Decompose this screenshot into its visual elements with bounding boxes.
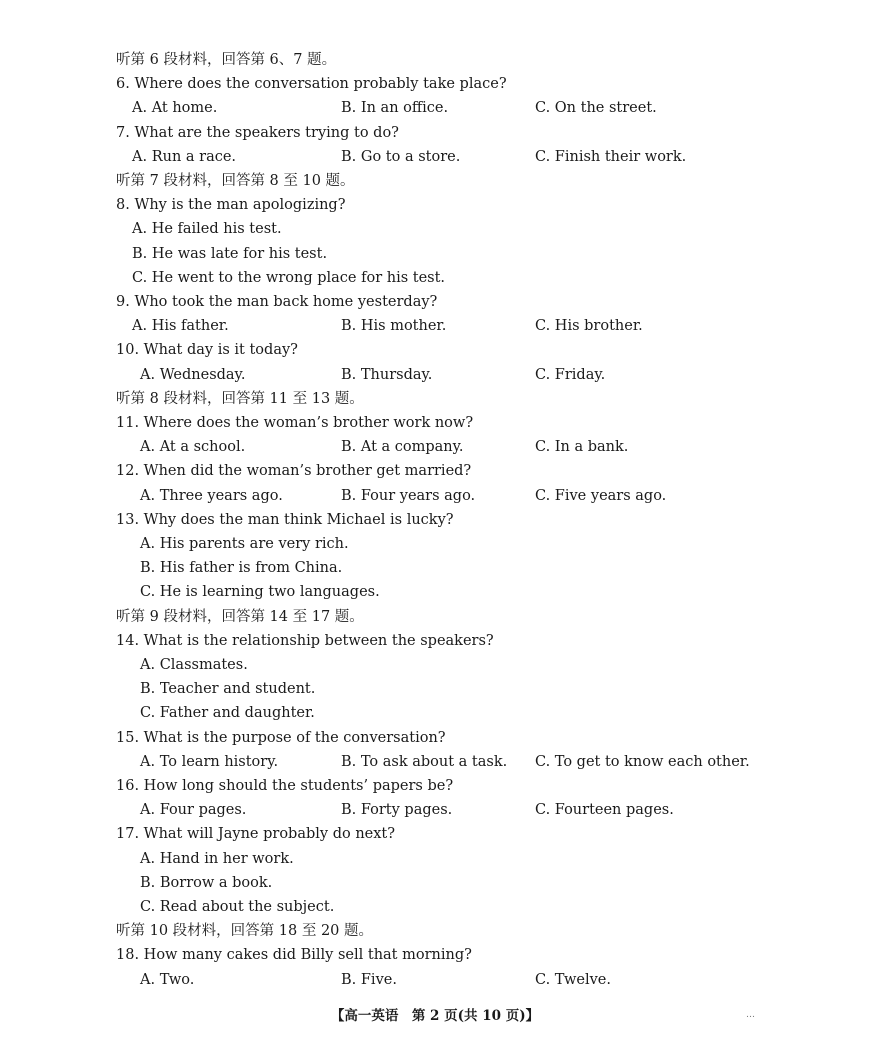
answer-option: B. To ask about a task. — [341, 753, 508, 770]
corner-mark: … — [746, 1010, 755, 1020]
question-text: 6. Where does the conversation probably take place? — [116, 76, 507, 93]
answer-option: C. His brother. — [535, 318, 643, 335]
question-text: 13. Why does the man think Michael is lucky? — [116, 511, 454, 528]
answer-option: C. Fourteen pages. — [535, 802, 674, 819]
question-text: 17. What will Jayne probably do next? — [116, 826, 396, 843]
answer-option: A. Hand in her work. — [140, 850, 294, 867]
answer-option: A. His father. — [132, 318, 229, 335]
answer-option: A. At a school. — [140, 439, 246, 456]
answer-option: B. Five. — [341, 971, 397, 988]
answer-option: B. Borrow a book. — [140, 874, 273, 891]
answer-option: C. To get to know each other. — [535, 753, 750, 770]
answer-option: C. Finish their work. — [535, 148, 687, 165]
question-text: 15. What is the purpose of the conversation? — [116, 729, 446, 746]
answer-option: C. In a bank. — [535, 439, 629, 456]
answer-option: A. Wednesday. — [140, 366, 246, 383]
answer-option: A. Two. — [140, 971, 195, 988]
answer-option: A. To learn history. — [140, 753, 279, 770]
question-text: 8. Why is the man apologizing? — [116, 197, 346, 214]
answer-option: A. At home. — [132, 100, 218, 117]
question-text: 7. What are the speakers trying to do? — [116, 124, 399, 141]
answer-option: B. He was late for his test. — [132, 245, 328, 262]
answer-option: C. On the street. — [535, 100, 657, 117]
question-text: 14. What is the relationship between the speakers? — [116, 632, 494, 649]
answer-option: A. Classmates. — [140, 657, 248, 673]
section-heading: 听第 9 段材料，回答第 14 至 17 题。 — [116, 608, 364, 625]
answer-option: A. Run a race. — [132, 148, 237, 165]
answer-option: B. Forty pages. — [341, 802, 453, 819]
question-text: 16. How long should the students’ papers be? — [116, 778, 454, 794]
answer-option: B. Four years ago. — [341, 487, 476, 504]
page-footer: 【高一英语 第 2 页(共 10 页)】 — [330, 1008, 540, 1024]
section-heading: 听第 8 段材料，回答第 11 至 13 题。 — [116, 390, 364, 407]
answer-option: A. His parents are very rich. — [140, 536, 349, 552]
answer-option: B. His mother. — [341, 318, 447, 335]
section-heading: 听第 7 段材料，回答第 8 至 10 题。 — [116, 173, 355, 189]
question-text: 9. Who took the man back home yesterday? — [116, 294, 438, 310]
answer-option: B. Thursday. — [341, 366, 433, 383]
answer-option: C. Friday. — [535, 366, 606, 383]
answer-option: C. Twelve. — [535, 971, 611, 988]
answer-option: B. Go to a store. — [341, 148, 461, 165]
answer-option: C. Father and daughter. — [140, 705, 315, 722]
answer-option: C. He went to the wrong place for his test. — [132, 269, 446, 286]
answer-option: A. Three years ago. — [140, 487, 283, 504]
answer-option: C. Five years ago. — [535, 487, 667, 504]
answer-option: C. Read about the subject. — [140, 899, 335, 915]
section-heading: 听第 10 段材料，回答第 18 至 20 题。 — [116, 923, 374, 940]
answer-option: B. At a company. — [341, 439, 464, 456]
answer-option: B. Teacher and student. — [140, 681, 316, 698]
answer-option: B. His father is from China. — [140, 560, 343, 577]
answer-option: B. In an office. — [341, 100, 449, 117]
answer-option: C. He is learning two languages. — [140, 584, 380, 601]
question-text: 10. What day is it today? — [116, 342, 298, 359]
section-heading: 听第 6 段材料，回答第 6、7 题。 — [116, 52, 337, 68]
answer-option: A. Four pages. — [140, 802, 247, 819]
question-text: 11. Where does the woman’s brother work now? — [116, 415, 474, 431]
answer-option: A. He failed his test. — [132, 221, 282, 238]
question-text: 18. How many cakes did Billy sell that morning? — [116, 947, 472, 964]
question-text: 12. When did the woman’s brother get married? — [116, 463, 472, 480]
